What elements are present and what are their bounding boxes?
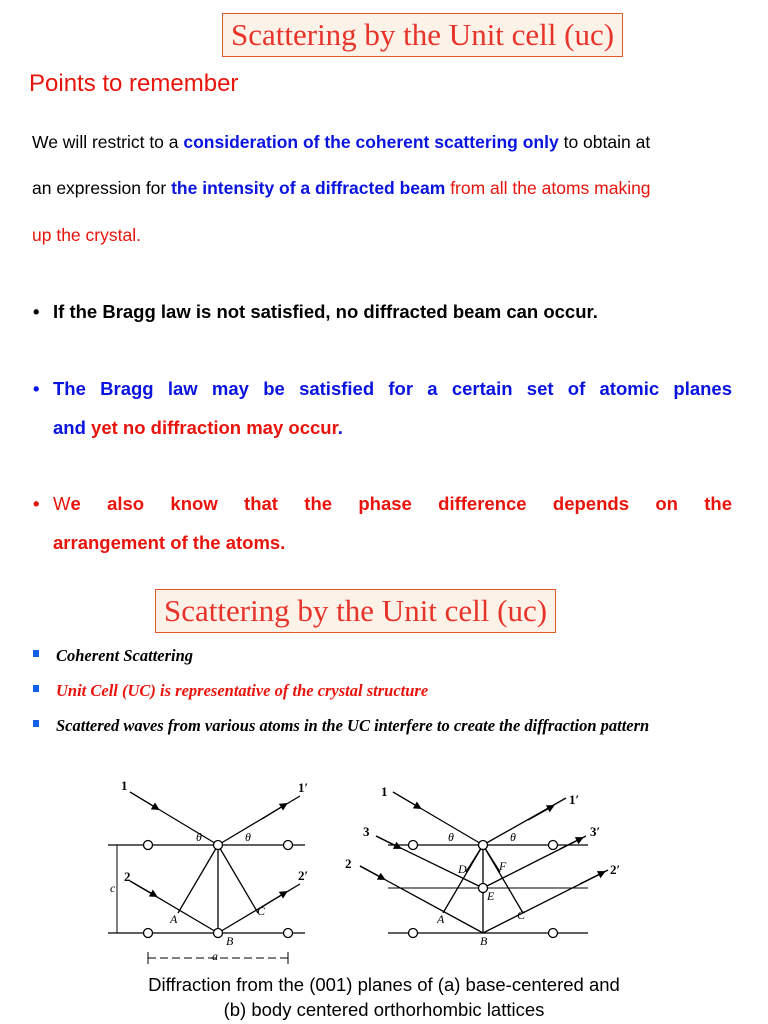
diffracted-arrow-3-b bbox=[560, 838, 582, 849]
diffracted-arrow-1-b bbox=[528, 806, 553, 820]
label-B: B bbox=[226, 934, 234, 948]
label-D: D bbox=[458, 862, 467, 876]
slide-title-bottom: Scattering by the Unit cell (uc) bbox=[155, 589, 556, 633]
label-theta: θ bbox=[510, 830, 516, 844]
atom bbox=[214, 841, 223, 850]
bullet-dot: • bbox=[33, 493, 40, 514]
label-theta: θ bbox=[245, 830, 251, 844]
construction-line bbox=[178, 845, 218, 913]
label-E: E bbox=[487, 889, 495, 903]
small-bullet-text: Scattered waves from various atoms in the UC interfere to create the diffraction pattern bbox=[56, 716, 650, 735]
intro-text: an expression for bbox=[32, 178, 172, 198]
intro-line-1 bbox=[32, 132, 732, 153]
intro-line-3: up the crystal. bbox=[32, 225, 141, 245]
square-bullet-icon bbox=[33, 685, 39, 692]
label-theta: θ bbox=[196, 830, 202, 844]
bullet-rest: e also know that the phase difference depends on the bbox=[70, 493, 732, 514]
slide-title-top: Scattering by the Unit cell (uc) bbox=[222, 13, 623, 57]
label-3-prime: 3′ bbox=[590, 824, 601, 839]
atom bbox=[144, 841, 153, 850]
points-to-remember-heading: Points to remember bbox=[29, 70, 239, 97]
bullet-dot: • bbox=[33, 301, 40, 322]
label-c: c bbox=[110, 881, 116, 895]
incident-arrow-3-b bbox=[376, 836, 400, 848]
label-A: A bbox=[170, 912, 178, 926]
label-B: B bbox=[480, 934, 488, 948]
atom bbox=[214, 929, 223, 938]
label-theta: θ bbox=[448, 830, 454, 844]
label-2-prime: 2′ bbox=[298, 868, 309, 883]
atom bbox=[409, 841, 418, 850]
small-bullet-text: Coherent Scattering bbox=[56, 646, 194, 665]
diffracted-arrow-2-b bbox=[580, 872, 604, 884]
label-2: 2 bbox=[124, 869, 131, 884]
bullet-text bbox=[53, 493, 732, 515]
atom bbox=[144, 929, 153, 938]
figure-a-labels bbox=[121, 778, 308, 884]
intro-line-2 bbox=[32, 178, 732, 199]
bullet-and: and bbox=[53, 417, 92, 438]
label-F: F bbox=[499, 859, 507, 873]
square-bullet-icon bbox=[33, 720, 39, 727]
atom bbox=[284, 841, 293, 850]
atom bbox=[479, 841, 488, 850]
intro-red-text: from all the atoms making bbox=[445, 178, 651, 198]
atom bbox=[549, 841, 558, 850]
label-1-prime: 1′ bbox=[569, 792, 580, 807]
diffraction-figure bbox=[0, 770, 768, 970]
label-1-prime: 1′ bbox=[298, 780, 309, 795]
label-a: a bbox=[212, 949, 218, 963]
figure-caption-line-1: Diffraction from the (001) planes of (a) base-centered and bbox=[148, 974, 620, 995]
bullet-period: . bbox=[337, 417, 343, 438]
diffracted-arrow-2-a bbox=[262, 892, 286, 907]
label-A: A bbox=[437, 912, 445, 926]
intro-emphasis: consideration of the coherent scattering only bbox=[183, 132, 559, 152]
label-2-prime: 2′ bbox=[610, 862, 621, 877]
incident-arrow-2-a bbox=[130, 881, 156, 896]
label-C: C bbox=[257, 904, 266, 918]
intro-text: to obtain at bbox=[558, 132, 651, 152]
intro-emphasis: the intensity of a diffracted beam bbox=[171, 178, 446, 198]
figure-caption-line-2: (b) body centered orthorhombic lattices bbox=[223, 999, 545, 1020]
figure-a-base-centered bbox=[108, 792, 305, 964]
label-1: 1 bbox=[381, 784, 388, 799]
bullet-text-line2 bbox=[53, 417, 343, 439]
bullet-text-line2: arrangement of the atoms. bbox=[53, 532, 286, 553]
bullet-dot: • bbox=[33, 378, 40, 399]
diffracted-arrow-1-a bbox=[262, 804, 286, 819]
bullet-red-text: yet no diffraction may occur bbox=[91, 417, 338, 438]
bullet-text: If the Bragg law is not satisfied, no diffracted beam can occur. bbox=[53, 301, 598, 322]
label-2: 2 bbox=[345, 856, 352, 871]
incident-arrow-2-b bbox=[360, 866, 384, 879]
atom bbox=[284, 929, 293, 938]
bullet-text: The Bragg law may be satisfied for a certain set of atomic planes bbox=[53, 378, 732, 399]
square-bullet-icon bbox=[33, 650, 39, 657]
intro-text: We will restrict to a bbox=[32, 132, 184, 152]
bullet-initial: W bbox=[53, 493, 71, 514]
label-3: 3 bbox=[363, 824, 370, 839]
label-1: 1 bbox=[121, 778, 128, 793]
figure-b-body-centered bbox=[360, 792, 608, 938]
small-bullet-text: Unit Cell (UC) is representative of the crystal structure bbox=[56, 681, 429, 700]
incident-arrow-1-b bbox=[393, 792, 420, 808]
atom bbox=[409, 929, 418, 938]
diffracted-ray-1-b bbox=[483, 798, 566, 845]
incident-arrow-1-a bbox=[130, 792, 158, 809]
diffracted-ray-1-a bbox=[218, 796, 300, 845]
atom bbox=[549, 929, 558, 938]
label-C: C bbox=[517, 908, 526, 922]
construction-line bbox=[218, 845, 258, 913]
